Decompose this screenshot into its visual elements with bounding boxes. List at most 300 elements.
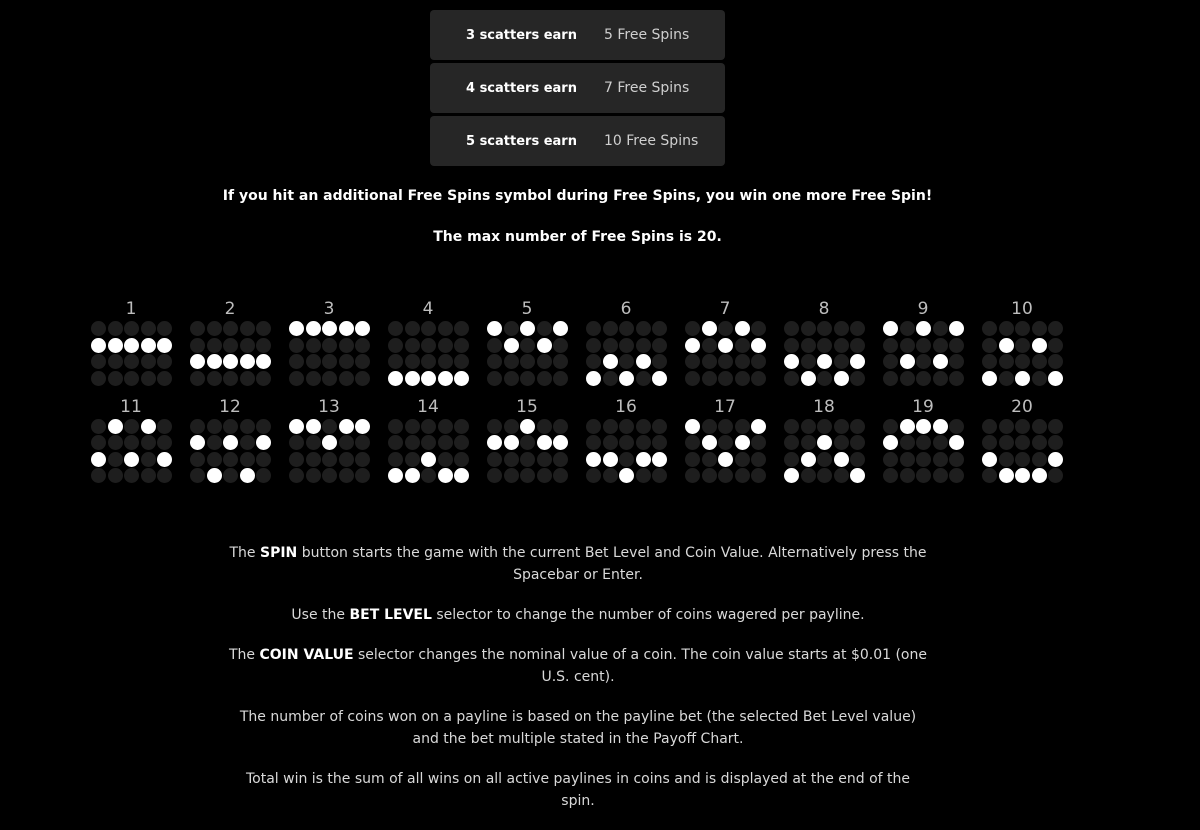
payline-dot xyxy=(586,419,601,434)
payline-dot-active xyxy=(751,419,766,434)
payline-dot xyxy=(999,354,1014,369)
payline-grid xyxy=(586,419,685,484)
payline-number: 12 xyxy=(219,396,241,417)
payline-dot xyxy=(553,468,568,483)
payline-dot xyxy=(207,435,222,450)
payline-dot xyxy=(801,419,816,434)
payline-dot-active xyxy=(141,338,156,353)
payline-dot xyxy=(240,338,255,353)
payline-dot xyxy=(91,371,106,386)
payline xyxy=(289,396,388,484)
payline-dot-active xyxy=(702,435,717,450)
payline xyxy=(586,298,685,386)
payline-dot xyxy=(652,468,667,483)
payline-dot xyxy=(586,468,601,483)
payline-dot xyxy=(982,338,997,353)
payline xyxy=(289,298,388,386)
payline-dot xyxy=(339,468,354,483)
payline-dot xyxy=(1015,321,1030,336)
payline-dot xyxy=(157,371,172,386)
payline-dot xyxy=(685,371,700,386)
payline-dot xyxy=(834,338,849,353)
payline-dot xyxy=(256,321,271,336)
payline-dot xyxy=(108,371,123,386)
spin-rule-text: The xyxy=(229,545,260,561)
payline xyxy=(685,396,784,484)
payline-dot xyxy=(1032,452,1047,467)
payline-dot xyxy=(1015,435,1030,450)
payline-dot-active xyxy=(1032,338,1047,353)
payline-dot xyxy=(916,468,931,483)
payline-dot xyxy=(982,468,997,483)
payline-dot xyxy=(141,354,156,369)
payline-dot xyxy=(520,354,535,369)
payline-dot xyxy=(454,435,469,450)
payline-dot xyxy=(108,321,123,336)
payline-dot xyxy=(883,419,898,434)
payline-dot xyxy=(1032,354,1047,369)
payline xyxy=(982,298,1081,386)
payline-dot xyxy=(306,468,321,483)
payline-dot xyxy=(157,468,172,483)
payline-dot-active xyxy=(817,354,832,369)
payline-dot xyxy=(124,468,139,483)
payline-dot xyxy=(421,338,436,353)
payline-dot-active xyxy=(801,371,816,386)
payline-grid xyxy=(388,321,487,386)
payline-dot xyxy=(141,371,156,386)
payline-dot xyxy=(289,435,304,450)
payline-number: 1 xyxy=(125,299,137,319)
payline-dot xyxy=(817,321,832,336)
payline-dot-active xyxy=(1032,468,1047,483)
payline-dot xyxy=(504,371,519,386)
payline-dot xyxy=(190,452,205,467)
payline-dot xyxy=(190,338,205,353)
payline-dot xyxy=(553,371,568,386)
payline-dot xyxy=(735,419,750,434)
payline-dot-active xyxy=(817,435,832,450)
payline-dot xyxy=(850,371,865,386)
payline-dot xyxy=(256,419,271,434)
payline-number: 13 xyxy=(318,396,340,417)
payline-dot xyxy=(124,321,139,336)
payline-number: 9 xyxy=(917,299,929,319)
payline-dot-active xyxy=(1048,371,1063,386)
payline-dot xyxy=(289,338,304,353)
scatter-count-label: 5 scatters earn xyxy=(466,133,577,149)
payline-dot xyxy=(487,468,502,483)
payline-dot-active xyxy=(240,468,255,483)
payline-dot xyxy=(141,452,156,467)
payline-dot-active xyxy=(91,338,106,353)
payline-dot xyxy=(1015,419,1030,434)
payline-dot xyxy=(636,321,651,336)
payline-dot-active xyxy=(520,321,535,336)
payline-dot-active xyxy=(388,468,403,483)
coin-value-rule-keyword: COIN VALUE xyxy=(259,647,354,663)
payline-dot xyxy=(636,435,651,450)
payline-dot-active xyxy=(784,354,799,369)
payline-dot xyxy=(1048,338,1063,353)
payline-grid xyxy=(982,321,1081,386)
payline-dot xyxy=(751,321,766,336)
payline-dot xyxy=(306,354,321,369)
payline-dot xyxy=(702,371,717,386)
payline-dot xyxy=(652,419,667,434)
payline-dot xyxy=(322,338,337,353)
payline-dot xyxy=(603,435,618,450)
payline-dot xyxy=(603,338,618,353)
payline-dot-active xyxy=(157,338,172,353)
payline-dot xyxy=(306,435,321,450)
payline-dot xyxy=(190,321,205,336)
payline-dot xyxy=(1048,419,1063,434)
payline-dot xyxy=(933,321,948,336)
payline-dot xyxy=(157,354,172,369)
payline-dot xyxy=(883,371,898,386)
payline-dot xyxy=(339,435,354,450)
payline-dot-active xyxy=(256,354,271,369)
payline-dot xyxy=(603,321,618,336)
payline-dot xyxy=(421,468,436,483)
payline-dot xyxy=(801,435,816,450)
payline-dot xyxy=(949,371,964,386)
payline-dot xyxy=(240,452,255,467)
payline-grid xyxy=(91,419,190,484)
payline-dot-active xyxy=(454,371,469,386)
payline-dot-active xyxy=(388,371,403,386)
payline-dot xyxy=(652,338,667,353)
payline-dot xyxy=(405,354,420,369)
payline-dot xyxy=(405,452,420,467)
payline-dot-active xyxy=(685,419,700,434)
payline-number: 18 xyxy=(813,396,835,417)
payline-dot xyxy=(108,435,123,450)
payline-dot xyxy=(207,452,222,467)
payline xyxy=(91,396,190,484)
payline-dot-active xyxy=(190,435,205,450)
payline-dot xyxy=(916,354,931,369)
payline-dot xyxy=(240,321,255,336)
payline-dot xyxy=(322,371,337,386)
payline-dot xyxy=(504,468,519,483)
payline-dot xyxy=(999,419,1014,434)
payline-dot xyxy=(850,419,865,434)
payline-dot xyxy=(223,321,238,336)
payline-number: 10 xyxy=(1011,299,1033,319)
payline-dot xyxy=(504,452,519,467)
payline-dot xyxy=(751,435,766,450)
payline-dot xyxy=(982,419,997,434)
payline-dot xyxy=(702,354,717,369)
payline xyxy=(91,298,190,386)
payline-dot xyxy=(438,452,453,467)
payline-dot-active xyxy=(223,354,238,369)
payline-row xyxy=(91,298,1071,386)
payline-dot xyxy=(586,354,601,369)
payline-grid xyxy=(190,321,289,386)
payline-dot xyxy=(339,338,354,353)
scatter-award-label: 7 Free Spins xyxy=(604,80,690,96)
payline-dot xyxy=(801,468,816,483)
bet-level-rule-text: selector to change the number of coins wagered per payline. xyxy=(431,607,865,623)
payline-dot xyxy=(306,452,321,467)
spin-rule xyxy=(228,542,928,586)
payline-number: 8 xyxy=(818,299,830,319)
payline-dot xyxy=(553,419,568,434)
payline-dot xyxy=(619,435,634,450)
payline-dot xyxy=(454,452,469,467)
payline-dot xyxy=(421,354,436,369)
payline-dot xyxy=(124,435,139,450)
payline-dot xyxy=(900,371,915,386)
payline-dot xyxy=(454,338,469,353)
payline-dot xyxy=(108,354,123,369)
payline-dot xyxy=(784,452,799,467)
payline-dot-active xyxy=(883,435,898,450)
payline-number: 14 xyxy=(417,396,439,417)
payline-dot xyxy=(438,338,453,353)
payline-dot xyxy=(751,354,766,369)
payline-dot xyxy=(1048,435,1063,450)
payline-dot xyxy=(504,354,519,369)
payline-dot xyxy=(603,419,618,434)
payline-dot-active xyxy=(240,354,255,369)
payline-dot xyxy=(487,419,502,434)
payline xyxy=(586,396,685,484)
payline-dot-active xyxy=(685,338,700,353)
payline-grid xyxy=(91,321,190,386)
payline-dot xyxy=(108,452,123,467)
payline-dot xyxy=(124,354,139,369)
payline-dot xyxy=(817,371,832,386)
payline-dot xyxy=(487,452,502,467)
payline-dot xyxy=(190,468,205,483)
scatter-count-label: 4 scatters earn xyxy=(466,80,577,96)
payline-dot xyxy=(834,354,849,369)
payline-dot xyxy=(999,452,1014,467)
payline-dot-active xyxy=(124,338,139,353)
payline-dot xyxy=(718,371,733,386)
payline-dot xyxy=(751,468,766,483)
payline-dot xyxy=(256,338,271,353)
payline-dot xyxy=(982,354,997,369)
payline-dot-active xyxy=(421,371,436,386)
payline-dot xyxy=(817,419,832,434)
payline-dot xyxy=(223,338,238,353)
payline xyxy=(388,396,487,484)
bet-level-rule-keyword: BET LEVEL xyxy=(349,607,432,623)
payline-dot xyxy=(141,468,156,483)
payline xyxy=(883,396,982,484)
payline-dot-active xyxy=(537,435,552,450)
payline-dot xyxy=(405,321,420,336)
payline-dot xyxy=(735,338,750,353)
payline-dot xyxy=(141,321,156,336)
payline-dot xyxy=(718,321,733,336)
scatter-row xyxy=(430,63,725,113)
payline-dot xyxy=(388,354,403,369)
payline-dot-active xyxy=(619,371,634,386)
payline-dot xyxy=(685,321,700,336)
payline-dot xyxy=(883,338,898,353)
payline-dot-active xyxy=(438,371,453,386)
payline-dot xyxy=(636,338,651,353)
payline-dot xyxy=(487,371,502,386)
payline-dot-active xyxy=(108,338,123,353)
payline-dot xyxy=(223,371,238,386)
payline-dot xyxy=(256,452,271,467)
payline-dot xyxy=(553,338,568,353)
payline-grid xyxy=(685,321,784,386)
payline-dot xyxy=(949,419,964,434)
spin-rule-text: button starts the game with the current Bet Level and Coin Value. Alternatively press the Spacebar or Enter. xyxy=(297,545,927,583)
payline-dot xyxy=(240,419,255,434)
payline-grid xyxy=(784,419,883,484)
payline-dot-active xyxy=(735,435,750,450)
payline-dot-active xyxy=(108,419,123,434)
payline-dot xyxy=(718,435,733,450)
payline-dot xyxy=(1015,452,1030,467)
payline-dot xyxy=(735,371,750,386)
payline-dot xyxy=(916,338,931,353)
payline-dot xyxy=(916,435,931,450)
payline-dot xyxy=(405,419,420,434)
payline-dot xyxy=(306,371,321,386)
payline-dot xyxy=(388,452,403,467)
payline-dot xyxy=(751,371,766,386)
coin-value-rule-text: The xyxy=(229,647,260,663)
payline-number: 11 xyxy=(120,396,142,417)
payline-dot-active xyxy=(735,321,750,336)
payline-dot xyxy=(586,435,601,450)
payline-dot xyxy=(438,435,453,450)
payline-dot xyxy=(306,338,321,353)
payline xyxy=(784,298,883,386)
payline-number: 4 xyxy=(422,299,434,319)
payline-dot xyxy=(438,354,453,369)
payline-dot xyxy=(735,354,750,369)
payline-dot xyxy=(784,419,799,434)
payline-dot-active xyxy=(883,321,898,336)
payline-grid xyxy=(487,321,586,386)
payline-dot xyxy=(636,371,651,386)
scatter-row xyxy=(430,10,725,60)
payline-dot xyxy=(850,338,865,353)
payline-dot-active xyxy=(487,321,502,336)
total-win-rule: Total win is the sum of all wins on all active paylines in coins and is displayed at the end of the spin. xyxy=(245,771,911,809)
payline-dot xyxy=(718,419,733,434)
payline-dot xyxy=(702,468,717,483)
payline-dot-active xyxy=(982,371,997,386)
payline-number: 2 xyxy=(224,299,236,319)
payline-dot-active xyxy=(537,338,552,353)
payline-dot xyxy=(718,468,733,483)
payline-dot-active xyxy=(405,468,420,483)
payline-dot xyxy=(784,371,799,386)
payline-dot xyxy=(388,338,403,353)
payline-dot xyxy=(289,371,304,386)
payline-grid xyxy=(388,419,487,484)
payline-dot xyxy=(454,419,469,434)
payline-grid xyxy=(487,419,586,484)
payline-dot xyxy=(718,354,733,369)
payline-dot-active xyxy=(339,321,354,336)
payline-dot-active xyxy=(520,419,535,434)
payline-dot xyxy=(900,338,915,353)
payline-dot-active xyxy=(421,452,436,467)
payline-dot-active xyxy=(355,321,370,336)
payline-grid xyxy=(586,321,685,386)
payline-number: 6 xyxy=(620,299,632,319)
payline-dot-active xyxy=(933,354,948,369)
payline-dot xyxy=(999,321,1014,336)
payline-dot xyxy=(256,468,271,483)
payline-number: 16 xyxy=(615,396,637,417)
payline-dot xyxy=(999,435,1014,450)
payline-number: 7 xyxy=(719,299,731,319)
payline-dot xyxy=(520,452,535,467)
payline-dot xyxy=(537,321,552,336)
payline-dot xyxy=(240,371,255,386)
payline-dot xyxy=(520,371,535,386)
payline-dot xyxy=(817,452,832,467)
payline-dot-active xyxy=(190,354,205,369)
payline-dot-active xyxy=(289,321,304,336)
payline-dot-active xyxy=(289,419,304,434)
payline-dot xyxy=(916,452,931,467)
payline-dot xyxy=(91,468,106,483)
payline-grid xyxy=(289,419,388,484)
payline-dot-active xyxy=(900,419,915,434)
payline-dot-active xyxy=(141,419,156,434)
payline-dot xyxy=(553,354,568,369)
payline-dot-active xyxy=(916,419,931,434)
payline-dot xyxy=(157,435,172,450)
payline-dot-active xyxy=(586,452,601,467)
payline-dot xyxy=(850,435,865,450)
rules-text xyxy=(228,542,928,830)
payline-dot xyxy=(388,435,403,450)
payline-grid xyxy=(190,419,289,484)
payline-grid xyxy=(883,321,982,386)
payline-dot-active xyxy=(322,435,337,450)
payline-dot xyxy=(520,468,535,483)
payline-dot-active xyxy=(603,354,618,369)
payline-dot xyxy=(619,419,634,434)
payline-dot-active xyxy=(850,354,865,369)
payline xyxy=(190,396,289,484)
payline-dot-active xyxy=(405,371,420,386)
payline-dot-active xyxy=(207,468,222,483)
payline-dot xyxy=(586,321,601,336)
payline-dot-active xyxy=(1015,468,1030,483)
payline-dot-active xyxy=(553,321,568,336)
payline-dot xyxy=(949,452,964,467)
payline-dot xyxy=(1032,419,1047,434)
payline-dot-active xyxy=(1015,371,1030,386)
payline-grid xyxy=(982,419,1081,484)
payline-dot-active xyxy=(157,452,172,467)
payline-dot xyxy=(207,371,222,386)
payline-dot xyxy=(322,354,337,369)
payline-dot xyxy=(702,452,717,467)
payline-dot xyxy=(900,468,915,483)
scatter-table xyxy=(430,10,725,169)
payline-dot-active xyxy=(801,452,816,467)
payline-dot xyxy=(207,338,222,353)
